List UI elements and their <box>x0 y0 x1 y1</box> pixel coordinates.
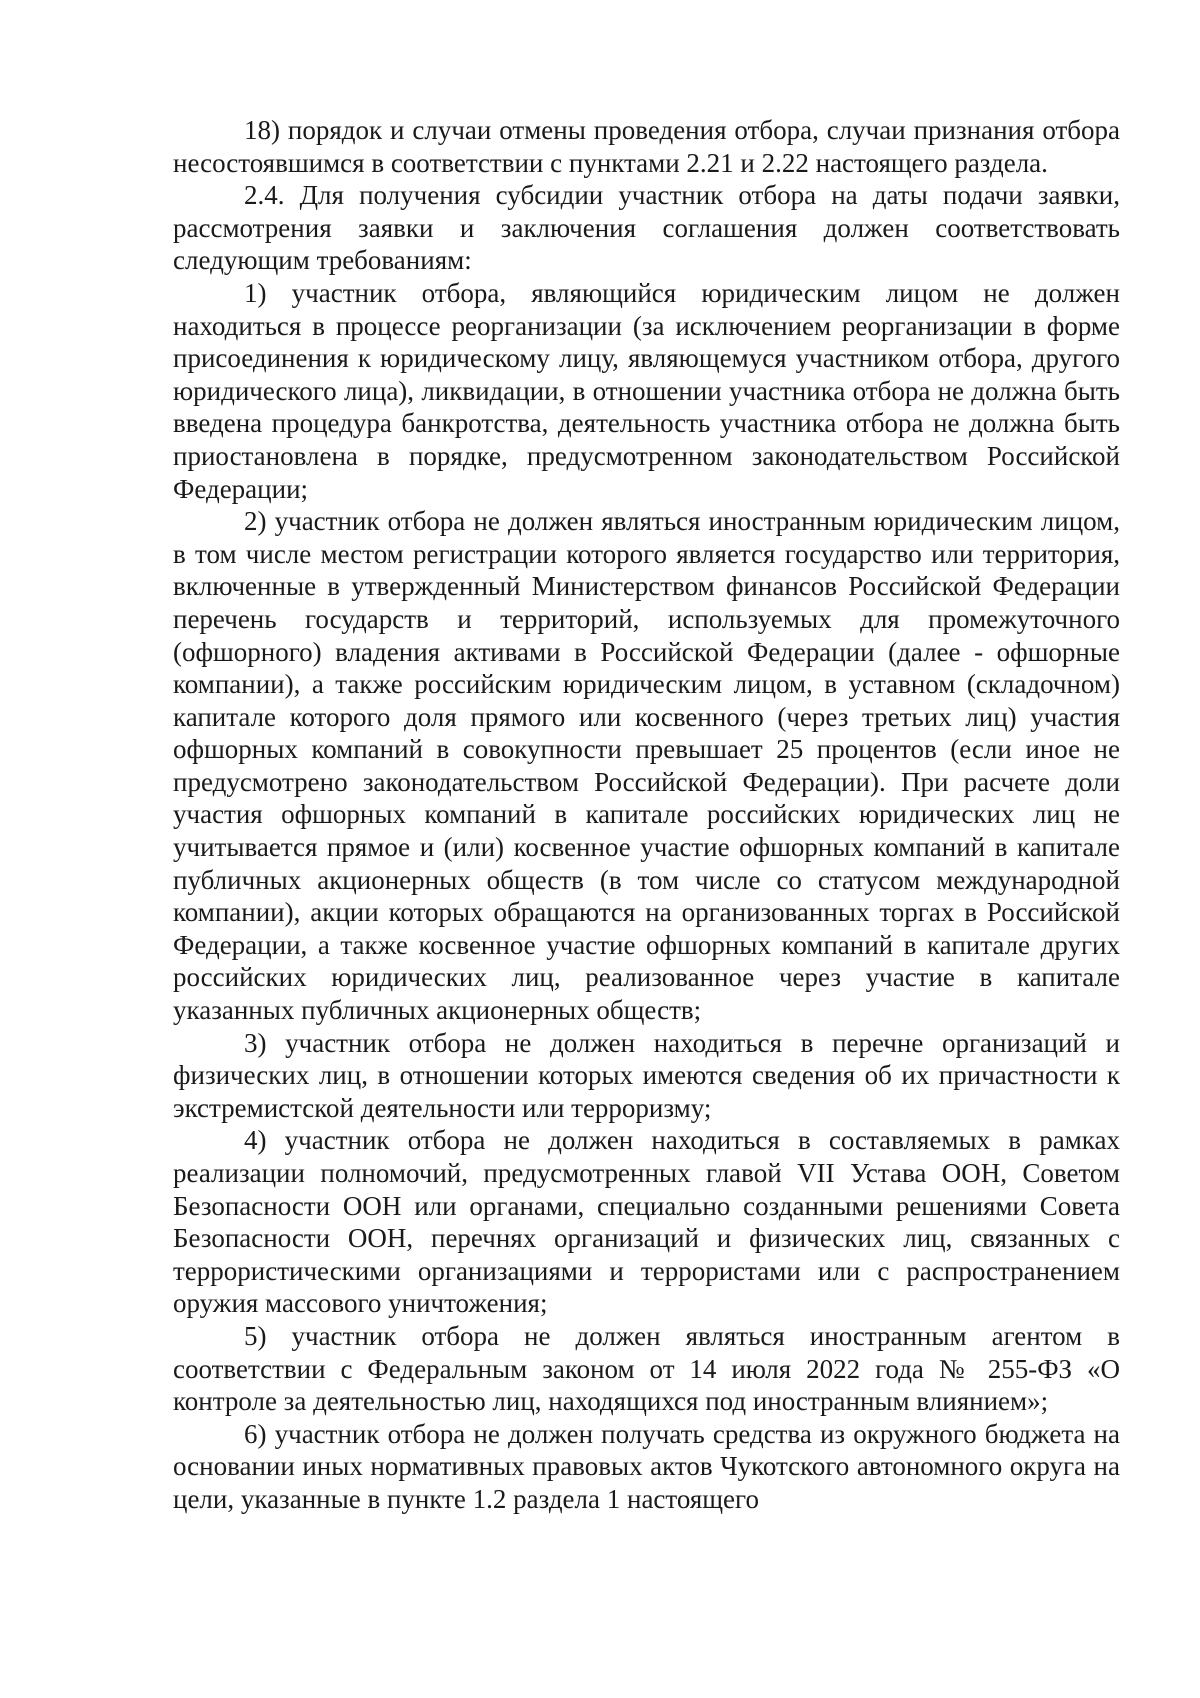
paragraph-item-18: 18) порядок и случаи отмены проведения отбора, случаи признания отбора несостоявшимся в соответствии с пунктами 2.21 и 2.22 настоящего раздела. <box>173 115 1120 178</box>
paragraph-section-2-4: 2.4. Для получения субсидии участник отбора на даты подачи заявки, рассмотрения заявки и заключения соглашения должен соответствовать следующим требованиям: <box>173 180 1120 276</box>
paragraph-requirement-4: 4) участник отбора не должен находиться в составляемых в рамках реализации полномочий, предусмотренных главой VII Устава ООН, Советом Безопасности ООН или органами, специально созданными решениями Совета Безопасности ООН, перечнях организаций и физических лиц, связанных с террористическими организациями и террористами или с распространением оружия массового уничтожения; <box>173 1125 1120 1319</box>
paragraph-requirement-6: 6) участник отбора не должен получать средства из окружного бюджета на основании иных нормативных правовых актов Чукотского автономного округа на цели, указанные в пункте 1.2 раздела 1 настоящего <box>173 1418 1120 1514</box>
paragraph-requirement-5: 5) участник отбора не должен являться иностранным агентом в соответствии с Федеральным законом от 14 июля 2022 года № 255-ФЗ «О контроле за деятельностью лиц, находящихся под иностранным влиянием»; <box>173 1320 1120 1417</box>
paragraph-requirement-3: 3) участник отбора не должен находиться в перечне организаций и физических лиц, в отношении которых имеются сведения об их причастности к экстремистской деятельности или терроризму; <box>173 1027 1120 1123</box>
paragraph-requirement-1: 1) участник отбора, являющийся юридическим лицом не должен находиться в процессе реорганизации (за исключением реорганизации в форме присоединения к юридическому лицу, являющемуся участником отбора, другого юридического лица), ликвидации, в отношении участника отбора не должна быть введена процедура банкротства, деятельность участника отбора не должна быть приостановлена в порядке, предусмотренном законодательством Российской Федерации; <box>173 277 1120 504</box>
paragraph-requirement-2: 2) участник отбора не должен являться иностранным юридическим лицом, в том числе местом регистрации которого является государство или территория, включенные в утвержденный Министерством финансов Российской Федерации перечень государств и территорий, используемых для промежуточного (офшорного) владения активами в Российской Федерации (далее - офшорные компании), а также российским юридическим лицом, в уставном (складочном) капитале которого доля прямого или косвенного (через третьих лиц) участия офшорных компаний в совокупности превышает 25 процентов (если иное не предусмотрено законодательством Российской Федерации). При расчете доли участия офшорных компаний в капитале российских юридических лиц не учитывается прямое и (или) косвенное участие офшорных компаний в капитале публичных акционерных обществ (в том числе со статусом международной компании), акции которых обращаются на организованных торгах в Российской Федерации, а также косвенное участие офшорных компаний в капитале других российских юридических лиц, реализованное через участие в капитале указанных публичных акционерных обществ; <box>173 506 1120 1026</box>
document-body <box>173 114 1120 1516</box>
